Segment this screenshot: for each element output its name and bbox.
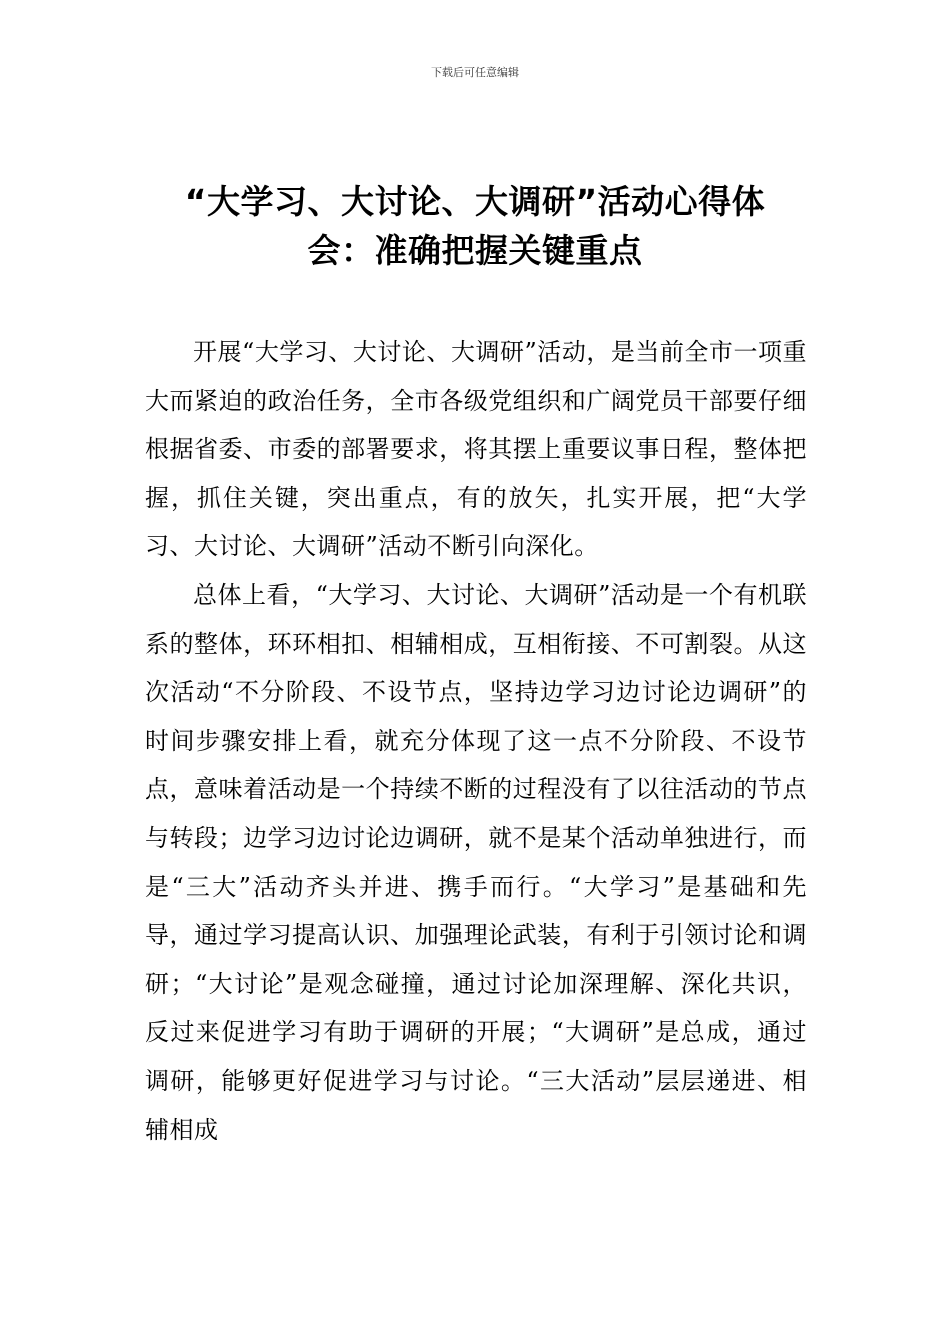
paragraph-1: 开展“大学习、大讨论、大调研”活动，是当前全市一项重大而紧迫的政治任务，全市各级党组织和广阔党员干部要仔细根据省委、市委的部署要求，将其摆上重要议事日程，整体把握，抓住关键，突出重点，有的放矢，扎实开展，把“大学习、大讨论、大调研”活动不断引向深化。 (145, 338, 807, 561)
title-line-2: 会：准确把握关键重点 (307, 231, 643, 270)
document-title (145, 177, 805, 275)
document-body (145, 328, 807, 1154)
paragraph-2: 总体上看，“大学习、大讨论、大调研”活动是一个有机联系的整体，环环相扣、相辅相成，互相衔接、不可割裂。从这次活动“不分阶段、不设节点，坚持边学习边讨论边调研”的时间步骤安排上看，就充分体现了这一点不分阶段、不设节点，意味着活动是一个持续不断的过程没有了以往活动的节点与转段；边学习边讨论边调研，就不是某个活动单独进行，而是“三大”活动齐头并进、携手而行。“大学习”是基础和先导，通过学习提高认识、加强理论武装，有利于引领讨论和调研；“大讨论”是观念碰撞，通过讨论加深理解、深化共识，反过来促进学习有助于调研的开展；“大调研”是总成，通过调研，能够更好促进学习与讨论。“三大活动”层层递进、相辅相成 (145, 580, 807, 1144)
header-note: 下载后可任意编辑 (431, 66, 519, 79)
title-line-1: “大学习、大讨论、大调研”活动心得体 (184, 182, 766, 221)
